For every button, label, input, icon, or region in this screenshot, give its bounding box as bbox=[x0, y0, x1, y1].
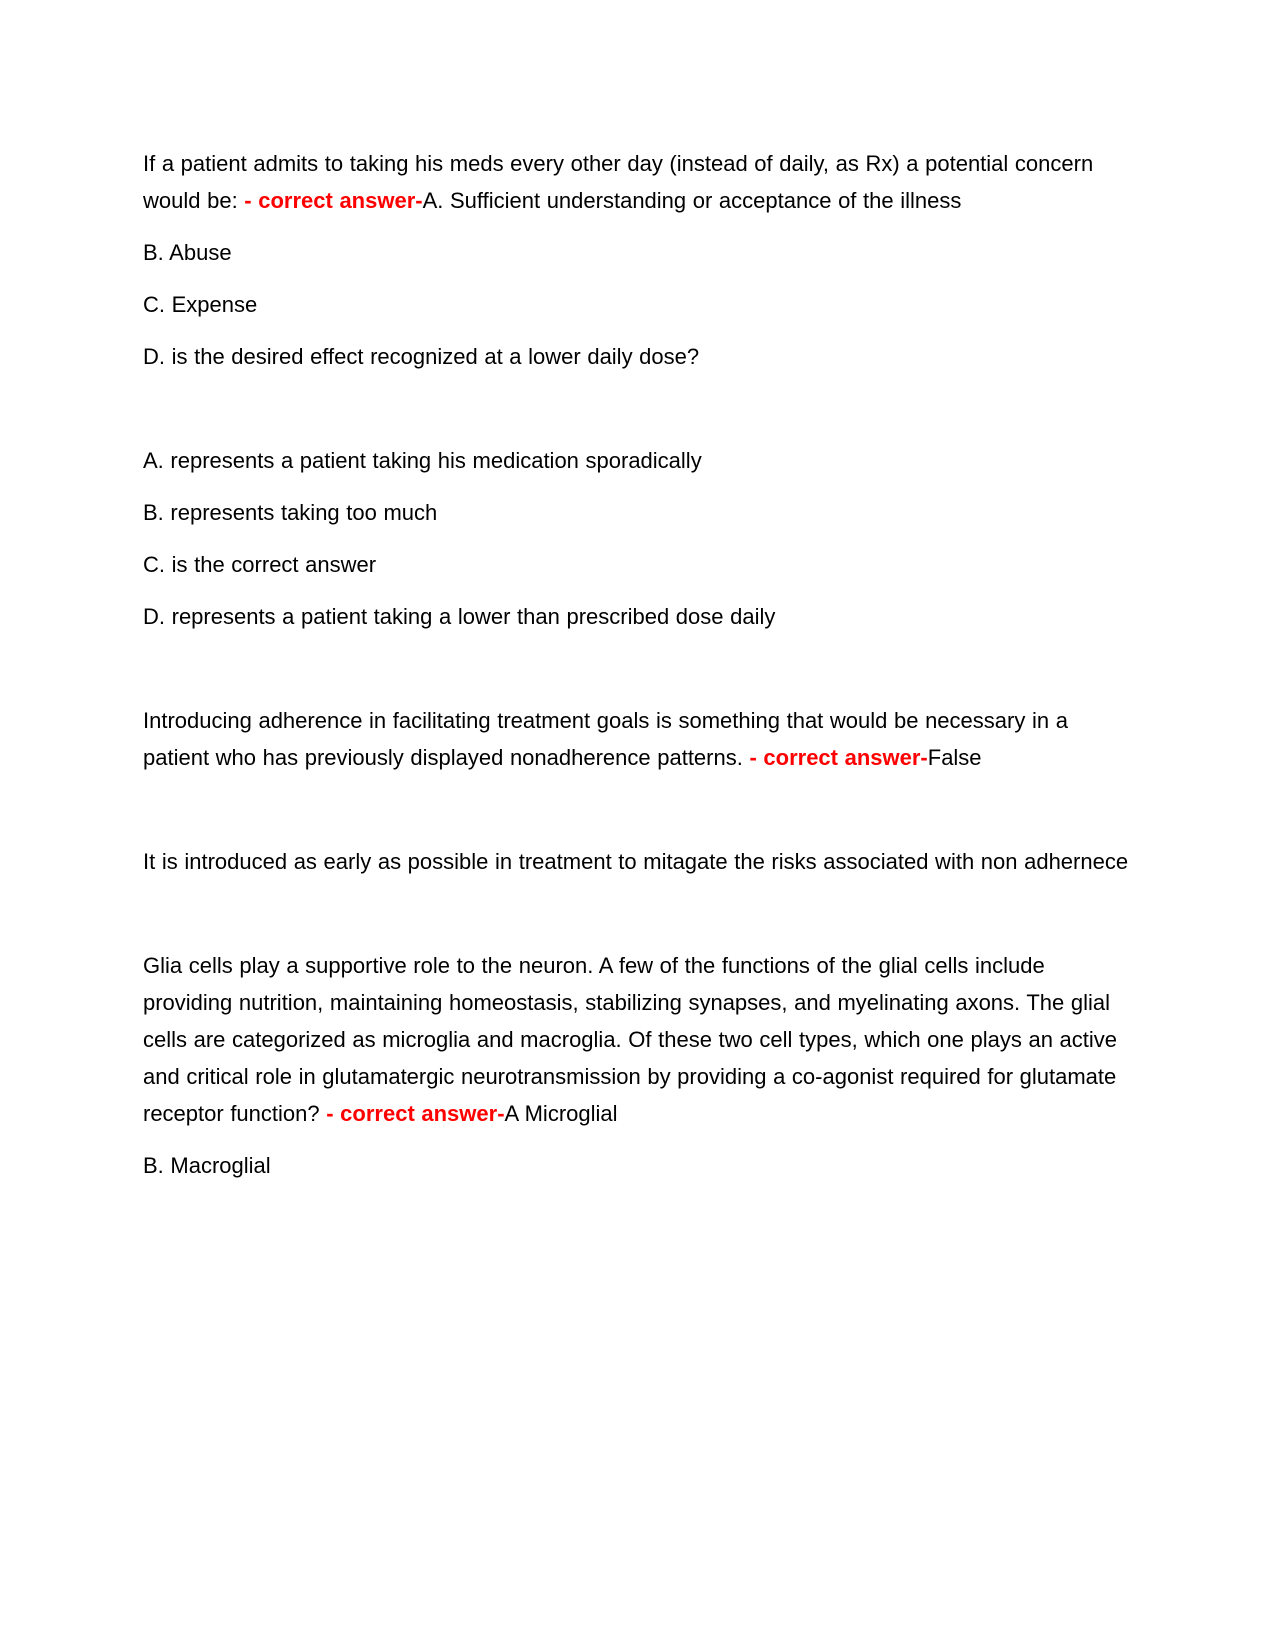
paragraph-question-2 bbox=[143, 702, 1133, 776]
paragraph-question-3 bbox=[143, 947, 1133, 1132]
paragraph-rationale-c: C. is the correct answer bbox=[143, 552, 377, 577]
blank-line bbox=[143, 650, 1133, 687]
paragraph-explanation: It is introduced as early as possible in treatment to mitagate the risks associated with non adhernece bbox=[143, 849, 1129, 874]
answer-text: False bbox=[927, 745, 982, 770]
paragraph-option-c: C. Expense bbox=[143, 292, 258, 317]
answer-text: A. Sufficient understanding or acceptance of the illness bbox=[422, 188, 962, 213]
correct-answer-marker: - correct answer- bbox=[749, 745, 928, 770]
paragraph-option-b: B. Abuse bbox=[143, 240, 232, 265]
paragraph-rationale-b: B. represents taking too much bbox=[143, 500, 438, 525]
paragraph-rationale-a: A. represents a patient taking his medication sporadically bbox=[143, 448, 702, 473]
question-text: If a patient admits to taking his meds every other day (instead of daily, as Rx) a potential concern would be: bbox=[143, 151, 1094, 213]
correct-answer-marker: - correct answer- bbox=[326, 1101, 505, 1126]
paragraph-option-d: D. is the desired effect recognized at a lower daily dose? bbox=[143, 344, 700, 369]
question-text: Introducing adherence in facilitating treatment goals is something that would be necessary in a patient who has previously displayed nonadherence patterns. bbox=[143, 708, 1068, 770]
paragraph-rationale-d: D. represents a patient taking a lower than prescribed dose daily bbox=[143, 604, 776, 629]
blank-line bbox=[143, 895, 1133, 932]
blank-line bbox=[143, 791, 1133, 828]
blank-line bbox=[143, 390, 1133, 427]
question-text: Glia cells play a supportive role to the neuron. A few of the functions of the glial cells include providing nutrition, maintaining homeostasis, stabilizing synapses, and myelinating axons. The glial cells are categorized as microglia and macroglia. Of these two cell types, which one plays an active and critical role in glutamatergic neurotransmission by providing a co-agonist required for glutamate receptor function? bbox=[143, 953, 1118, 1126]
paragraph-option-b-macroglial: B. Macroglial bbox=[143, 1153, 271, 1178]
paragraph-question-1 bbox=[143, 145, 1133, 219]
answer-text: A Microglial bbox=[504, 1101, 618, 1126]
correct-answer-marker: - correct answer- bbox=[244, 188, 423, 213]
